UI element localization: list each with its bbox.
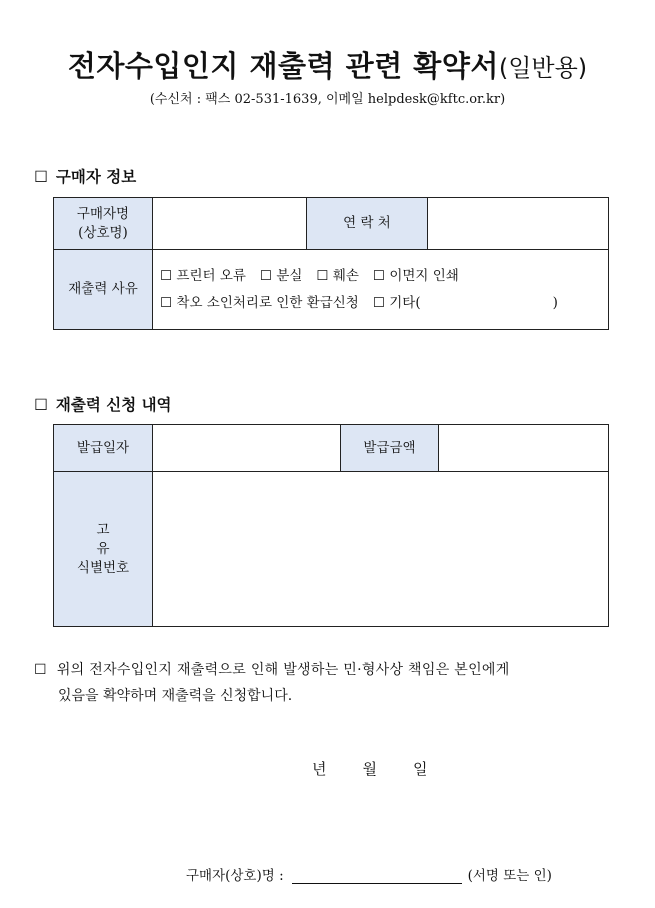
- reason-row-2: [160, 290, 608, 317]
- buyer-name-label-line1: 구매자명: [76, 205, 130, 222]
- checkbox-icon[interactable]: ☐: [259, 267, 273, 284]
- square-bullet-icon: ☐: [34, 168, 48, 186]
- signature-line: [186, 864, 552, 884]
- agreement-line-2: 있음을 확약하며 재출력을 신청합니다.: [58, 688, 293, 704]
- unique-id-label: [54, 472, 153, 627]
- date-month-label: 월: [362, 760, 377, 778]
- buyer-name-label: [54, 198, 153, 250]
- contact-label: 연 락 처: [307, 198, 428, 250]
- section-buyer-info-heading: [34, 165, 136, 187]
- reprint-request-table: [53, 424, 609, 627]
- reason-option-label: 기타(: [389, 294, 421, 311]
- issue-date-field[interactable]: [153, 425, 341, 472]
- date-year-label: 년: [312, 760, 327, 778]
- reason-option-label: 훼손: [332, 267, 359, 284]
- buyer-name-label-line2: (상호명): [78, 224, 128, 241]
- square-bullet-icon: ☐: [34, 396, 48, 414]
- issue-date-label: 발급일자: [54, 425, 153, 472]
- section-buyer-info-label: 구매자 정보: [55, 168, 137, 186]
- reason-option-label: 분실: [276, 267, 303, 284]
- section-reprint-request-label: 재출력 신청 내역: [55, 396, 172, 414]
- other-close-paren: ): [552, 294, 558, 311]
- checkbox-icon[interactable]: ☐: [160, 294, 173, 311]
- issue-amount-label: 발급금액: [341, 425, 439, 472]
- signature-label: 구매자(상호)명 :: [186, 868, 284, 884]
- buyer-info-table: [53, 197, 609, 330]
- checkbox-icon[interactable]: ☐: [160, 267, 173, 284]
- date-day-label: 일: [413, 760, 428, 778]
- date-line: [312, 758, 464, 779]
- reason-option-label: 이면지 인쇄: [389, 267, 459, 284]
- reason-option-other[interactable]: [373, 295, 421, 311]
- agreement-line-1: 위의 전자수입인지 재출력으로 인해 발생하는 민·형사상 책임은 본인에게: [56, 662, 510, 678]
- section-reprint-request-heading: [34, 393, 172, 415]
- buyer-name-field[interactable]: [153, 198, 307, 250]
- title-main: 전자수입인지 재출력 관련 확약서: [67, 49, 499, 83]
- agreement-checkbox-icon[interactable]: ☐: [34, 662, 47, 678]
- agreement-statement: [34, 657, 614, 709]
- checkbox-icon[interactable]: ☐: [372, 267, 386, 284]
- title-sub: (일반용): [498, 54, 588, 82]
- reason-option-backside-print[interactable]: [373, 268, 459, 284]
- reason-option-lost[interactable]: [260, 268, 303, 284]
- unique-id-field[interactable]: [153, 472, 609, 627]
- reason-option-label: 착오 소인처리로 인한 환급신청: [176, 294, 359, 311]
- issue-amount-field[interactable]: [439, 425, 609, 472]
- document-title: [0, 44, 655, 85]
- reason-row-1: [160, 263, 608, 290]
- contact-field[interactable]: [428, 198, 609, 250]
- reason-option-printer-error[interactable]: [160, 268, 246, 284]
- reprint-reason-label: 재출력 사유: [54, 250, 153, 330]
- unique-id-label-line1: 고유: [96, 521, 134, 557]
- reprint-reason-options: [153, 250, 609, 330]
- unique-id-label-line2: 식별번호: [76, 559, 130, 576]
- reason-option-refund[interactable]: [160, 295, 359, 311]
- checkbox-icon[interactable]: ☐: [372, 294, 385, 311]
- signature-suffix: (서명 또는 인): [467, 868, 552, 884]
- reason-option-damaged[interactable]: [316, 268, 359, 284]
- reason-option-label: 프린터 오류: [176, 267, 246, 284]
- recipient-line: (수신처 : 팩스 02-531-1639, 이메일 helpdesk@kftc.or.kr): [149, 92, 506, 107]
- checkbox-icon[interactable]: ☐: [316, 267, 329, 284]
- signature-field[interactable]: [292, 868, 462, 884]
